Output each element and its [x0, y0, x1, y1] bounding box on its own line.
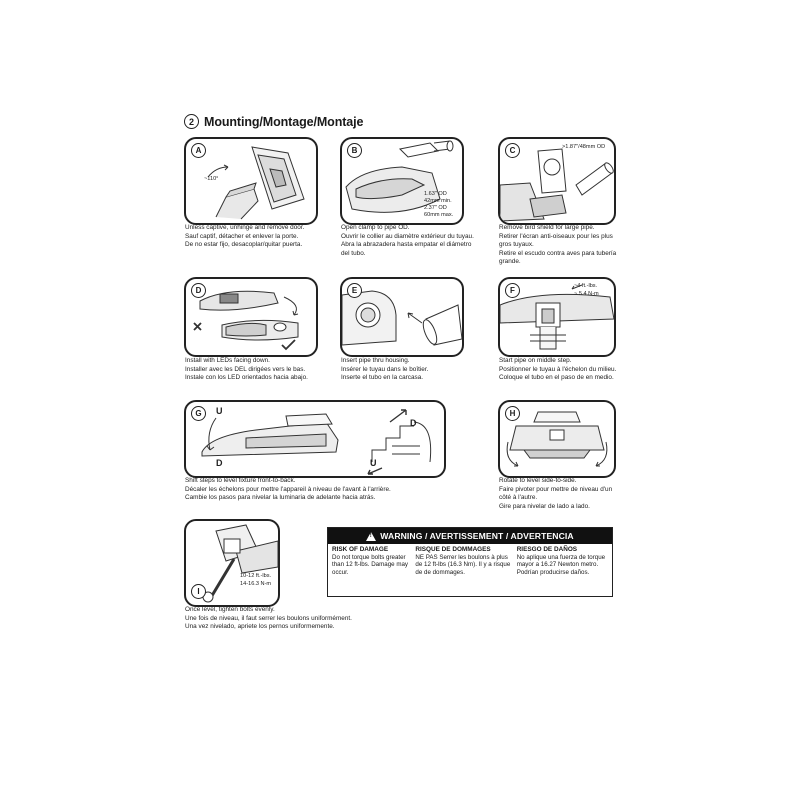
warning-triangle-icon: [366, 532, 376, 541]
step-h-caption-es: Gire para nivelar de lado a lado.: [499, 502, 590, 510]
step-g-caption: [185, 477, 465, 503]
step-b-max-label: 60mm max.: [424, 212, 454, 218]
step-f-torque1-label: ~4 ft.-lbs.: [574, 283, 598, 289]
step-b-min-label: 42mm min.: [424, 198, 452, 204]
step-b-caption-fr: Ouvrir le collier au diamètre extérieur du tuyau.: [341, 232, 474, 240]
step-g-badge: G: [191, 406, 206, 421]
step-d-caption: [185, 357, 325, 383]
step-c-caption-fr: Retirer l'écran anti-oiseaux pour les plus gros tuyaux.: [499, 232, 613, 249]
step-a-caption-es: De no estar fijo, desacoplar/quitar puerta.: [185, 241, 303, 249]
step-e-caption: [341, 357, 481, 383]
step-f-caption-fr: Positionner le tuyau à l'échelon du milieu.: [499, 365, 617, 373]
step-h-caption: [499, 477, 619, 511]
step-a-angle-label: ~110°: [204, 176, 219, 182]
step-f-badge: F: [505, 283, 520, 298]
step-d-caption-en: Install with LEDs facing down.: [185, 357, 270, 364]
step-g-drawing: [186, 402, 444, 476]
step-f-caption-es: Coloque el tubo en el paso de en medio.: [499, 374, 614, 382]
warning-heading-es: RIESGO DE DAÑOS: [516, 546, 578, 553]
step-e-caption-fr: Insérer le tuyau dans le boîtier.: [341, 365, 429, 373]
warning-column-fr: [415, 546, 510, 576]
step-a-caption: [185, 224, 325, 250]
step-g-caption-es: Cambie los pasos para nivelar la luminaria de adelante hacia atrás.: [185, 494, 376, 502]
step-g-illustration: [184, 400, 446, 478]
section-number: 2: [184, 114, 199, 129]
step-a-caption-fr: Sauf captif, détacher et enlever la porte.: [185, 232, 299, 240]
step-c-od-label: >1.87"/48mm OD: [562, 144, 606, 150]
step-g-down-label: D: [216, 458, 223, 468]
step-b-caption-es: Abra la abrazadera hasta empatar el diámetro del tubo.: [341, 241, 472, 257]
step-a-caption-en: Unless captive, unhinge and remove door.: [185, 224, 305, 231]
warning-title: WARNING / AVERTISSEMENT / ADVERTENCIA: [380, 531, 574, 541]
section-title: Mounting/Montage/Montaje: [204, 114, 364, 129]
step-i-caption-en: Once level, tighten bolts evenly.: [185, 606, 275, 613]
section-heading: [184, 114, 363, 129]
step-g-up-label: U: [216, 406, 223, 416]
warning-box: [327, 527, 613, 597]
step-g-caption-en: Shift steps to level fixture front-to-back.: [185, 477, 296, 484]
step-f-caption: [499, 357, 617, 383]
step-b-od1-label: 1.63" OD: [424, 191, 447, 197]
step-d-badge: D: [191, 283, 206, 298]
step-f-torque2-label: ~ 5.4 N-m: [574, 291, 599, 297]
warning-text-en: Do not torque bolts greater than 12 ft-lbs. Damage may occur.: [332, 553, 409, 576]
step-g-up2-label: U: [370, 458, 377, 468]
step-c-badge: C: [505, 143, 520, 158]
step-b-od2-label: 2.37" OD: [424, 205, 447, 211]
step-i-caption: [185, 606, 405, 632]
warning-text-es: No aplique una fuerza de torque mayor a 16.27 Newton metro. Podrían producirse daños.: [516, 553, 606, 576]
step-i-torque2-label: 14-16.3 N-m: [240, 581, 272, 587]
step-b-caption: [341, 224, 481, 258]
step-i-torque1-label: 10-12 ft.-lbs.: [240, 573, 272, 579]
step-b-caption-en: Open clamp to pipe OD.: [341, 224, 410, 231]
step-h-badge: H: [505, 406, 520, 421]
step-i-caption-es: Una vez nivelado, apriete los pernos uniformemente.: [185, 623, 335, 631]
step-g-down2-label: D: [410, 418, 417, 428]
step-a-badge: A: [191, 143, 206, 158]
step-d-caption-fr: Installer avec les DEL dirigées vers le bas.: [185, 365, 306, 373]
warning-text-fr: NE PAS Serrer les boulons à plus de 12 ft-lbs (16.3 Nm). Il y a risque de de dommages.: [415, 553, 511, 576]
step-b-badge: B: [347, 143, 362, 158]
step-e-caption-es: Inserte el tubo en la carcasa.: [341, 374, 424, 382]
warning-heading-en: RISK OF DAMAGE: [332, 546, 389, 553]
step-h-caption-fr: Faire pivoter pour mettre de niveau d'un côté à l'autre.: [499, 485, 613, 502]
step-f-caption-en: Start pipe on middle step.: [499, 357, 572, 364]
step-i-badge: I: [191, 584, 206, 599]
step-c-caption: [499, 224, 617, 267]
warning-column-en: [332, 546, 409, 576]
warning-heading-fr: RISQUE DE DOMMAGES: [415, 546, 491, 553]
step-c-caption-en: Remove bird shield for large pipe.: [499, 224, 595, 231]
step-d-caption-es: Instale con los LED orientados hacia abajo.: [185, 374, 308, 382]
warning-columns: [328, 544, 612, 576]
step-i-caption-fr: Une fois de niveau, il faut serrer les boulons uniformément.: [185, 614, 352, 622]
warning-header: [328, 528, 612, 544]
step-e-caption-en: Insert pipe thru housing.: [341, 357, 410, 364]
step-g-caption-fr: Décaler les échelons pour mettre l'appareil à niveau de l'avant à l'arrière.: [185, 485, 391, 493]
warning-column-es: [517, 546, 608, 576]
step-c-caption-es: Retire el escudo contra aves para tubería grande.: [499, 249, 617, 266]
step-h-caption-en: Rotate to level side-to-side.: [499, 477, 577, 484]
step-e-badge: E: [347, 283, 362, 298]
